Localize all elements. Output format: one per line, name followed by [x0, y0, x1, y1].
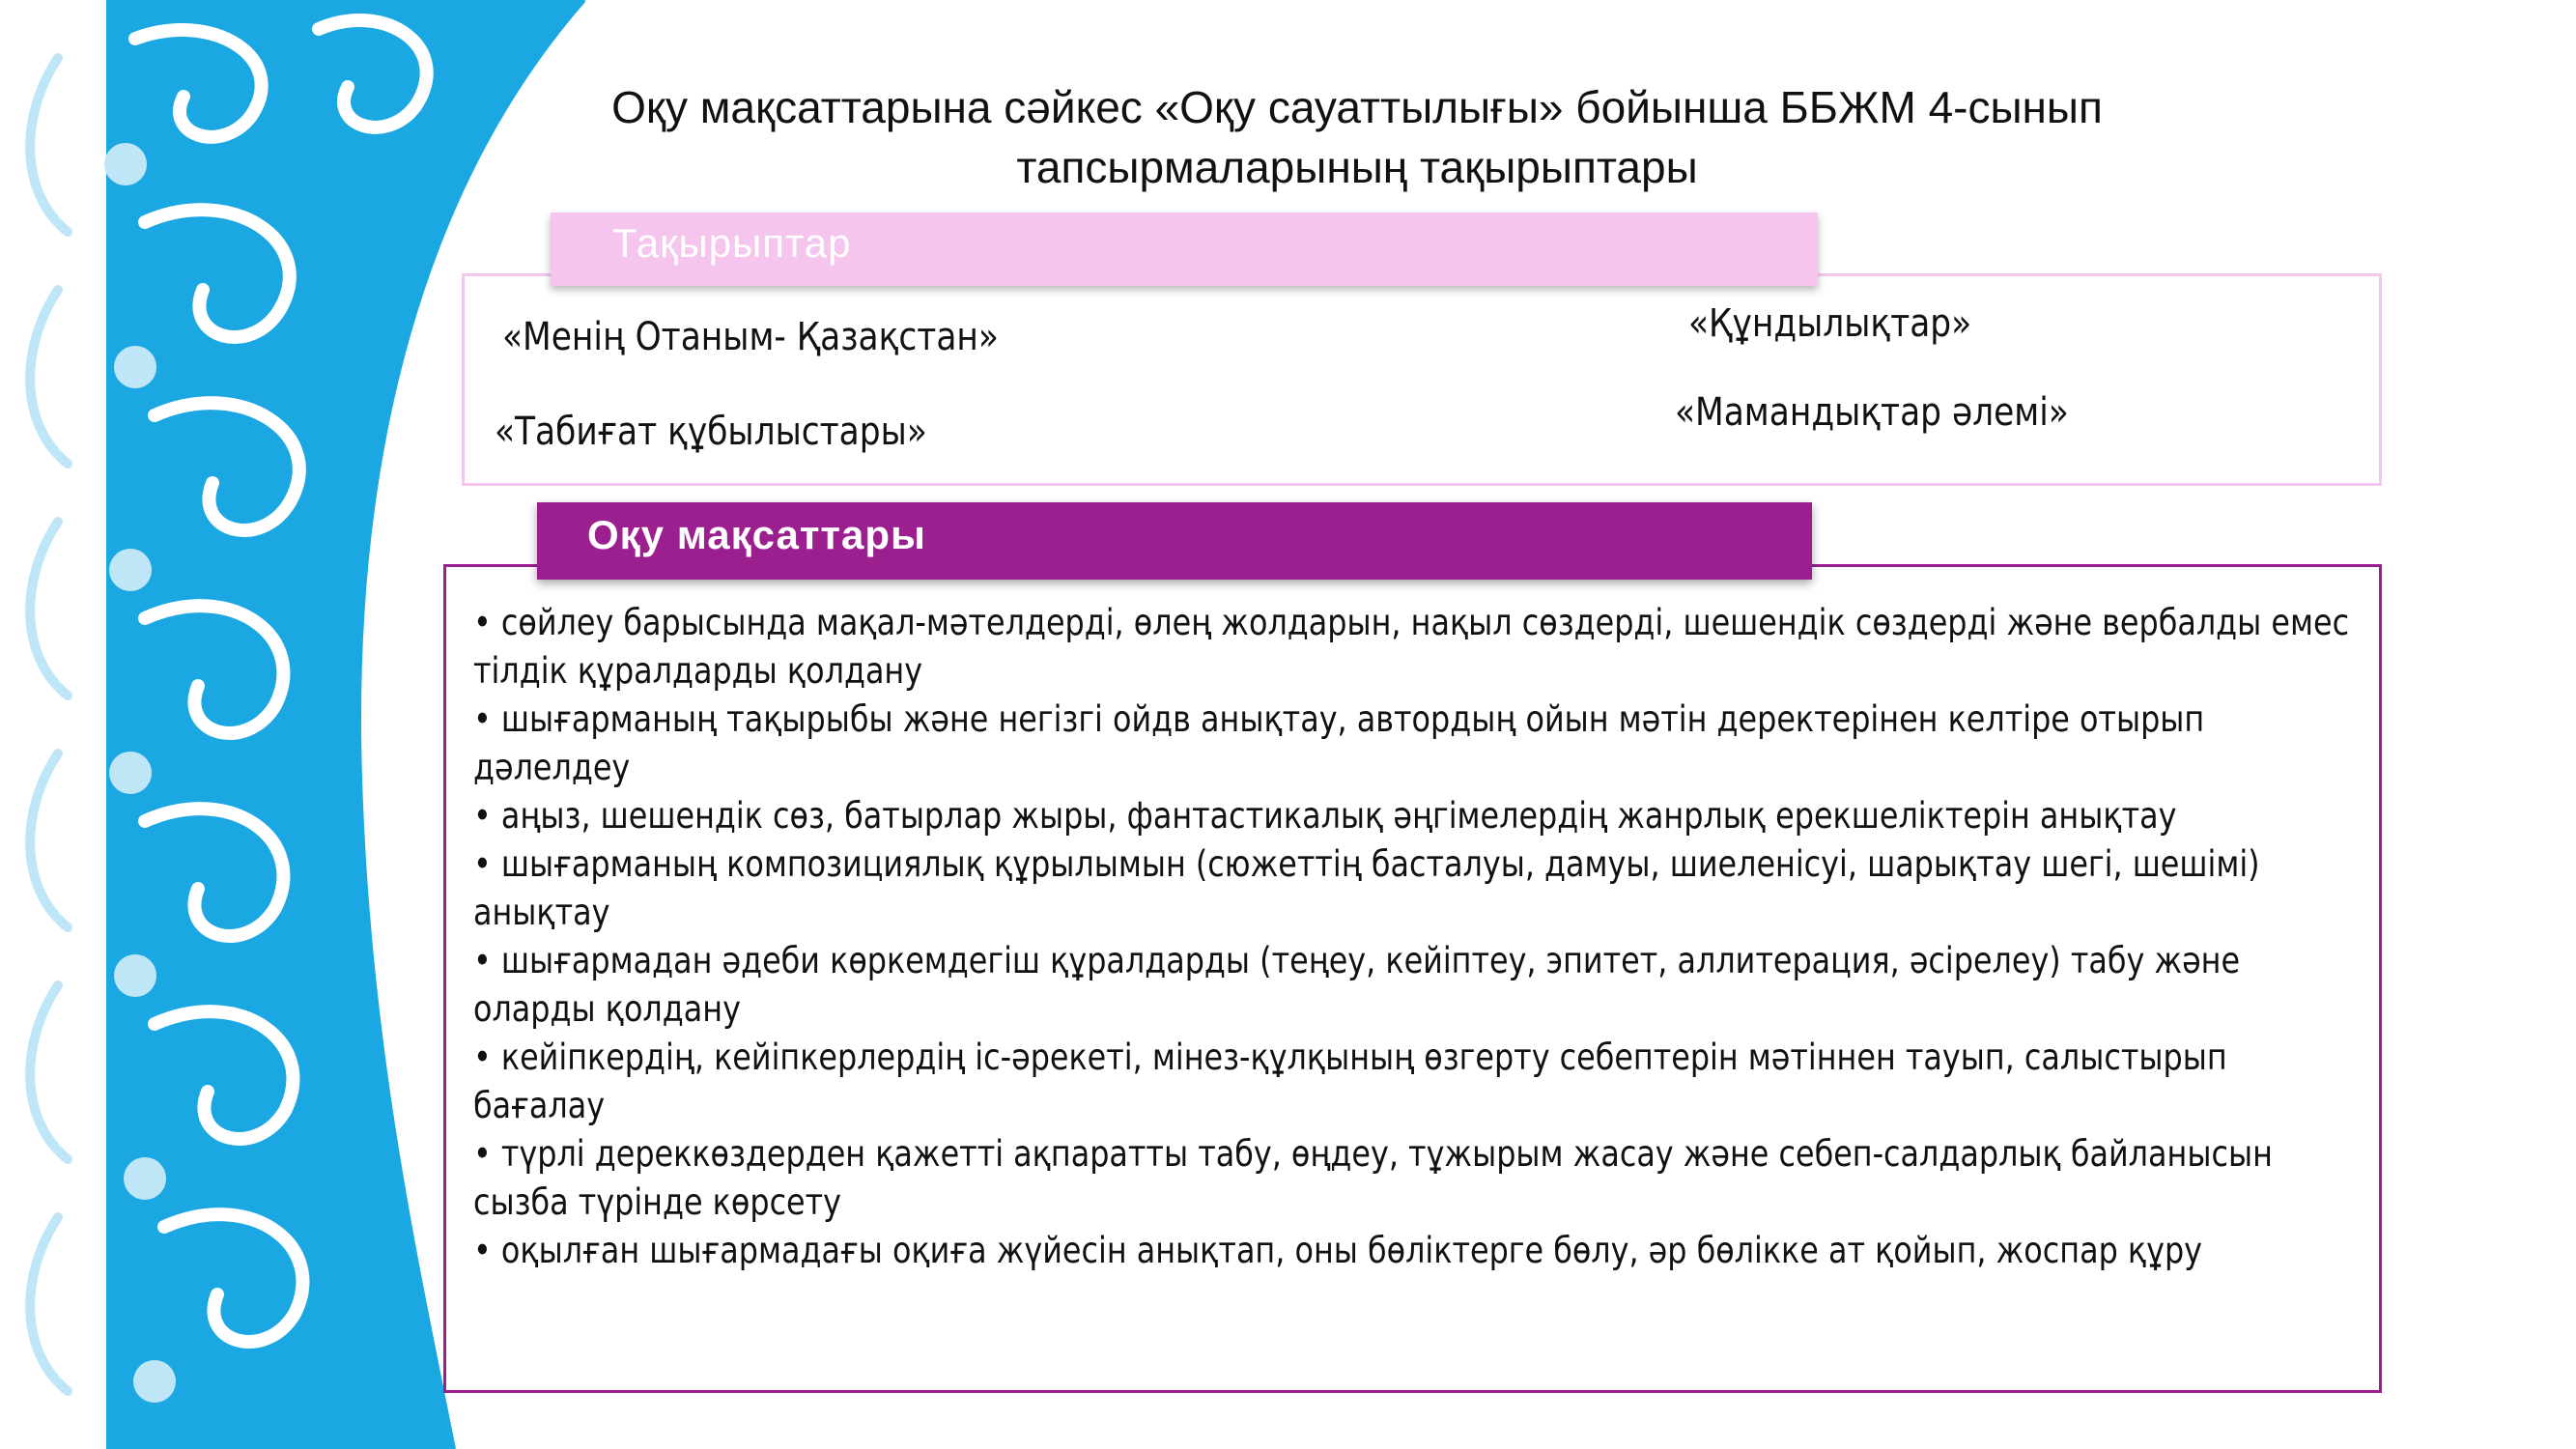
page-title-line-2: тапсырмаларының тақырыптары — [1016, 142, 1698, 192]
learning-goals-header — [537, 502, 1812, 580]
list-item: • аңыз, шешендік сөз, батырлар жыры, фантастикалық әңгімелердің жанрлық ерекшеліктерін анықтау — [473, 795, 2177, 837]
list-item: • шығарманың тақырыбы және негізгі ойдв анықтау, автордың ойын мәтін деректерінен келтіре отырып дәлелдеу — [473, 698, 2205, 788]
topic-item: «Табиғат құбылыстары» — [495, 410, 927, 454]
list-item: • оқылған шығармадағы оқиға жүйесін анықтап, оны бөліктерге бөлу, әр бөлікке ат қойып, жоспар құру — [473, 1230, 2202, 1271]
page-title — [454, 77, 2260, 197]
learning-goals-header-label: Оқу мақсаттары — [587, 512, 926, 557]
topic-item: «Құндылықтар» — [1688, 301, 1972, 346]
list-item: • шығармадан әдеби көркемдегіш құралдарды (теңеу, кейіптеу, эпитет, аллитерация, әсірелеу) табу және оларды қолдану — [473, 940, 2241, 1030]
list-item: • сөйлеу барысында мақал-мәтелдерді, өлең жолдарын, нақыл сөздерді, шешендік сөздерді және вербалды емес тілдік құралдарды қолдану — [473, 602, 2350, 692]
topics-header-label: Тақырыптар — [612, 220, 852, 266]
page-title-line-1: Оқу мақсаттарына сәйкес «Оқу сауаттылығы» бойынша ББЖМ 4-сынып — [611, 82, 2103, 132]
topic-item: «Менің Отаным- Қазақстан» — [502, 315, 999, 359]
topics-header — [551, 213, 1818, 286]
list-item: • түрлі дереккөздерден қажетті ақпаратты табу, өңдеу, тұжырым жасау және себеп-салдарлық байланысын сызба түрінде көрсету — [473, 1133, 2273, 1223]
list-item: • шығарманың композициялық құрылымын (сюжеттің басталуы, дамуы, шиеленісуі, шарықтау шегі, шешімі) анықтау — [473, 843, 2260, 933]
topic-item: «Мамандықтар әлемі» — [1675, 390, 2069, 435]
topics-box — [462, 273, 2382, 486]
list-item: • кейіпкердің, кейіпкерлердің іс-әрекеті, мінез-құлқының өзгерту себептерін мәтіннен тауып, салыстырып бағалау — [473, 1037, 2227, 1126]
learning-goals-list — [473, 599, 2359, 1275]
